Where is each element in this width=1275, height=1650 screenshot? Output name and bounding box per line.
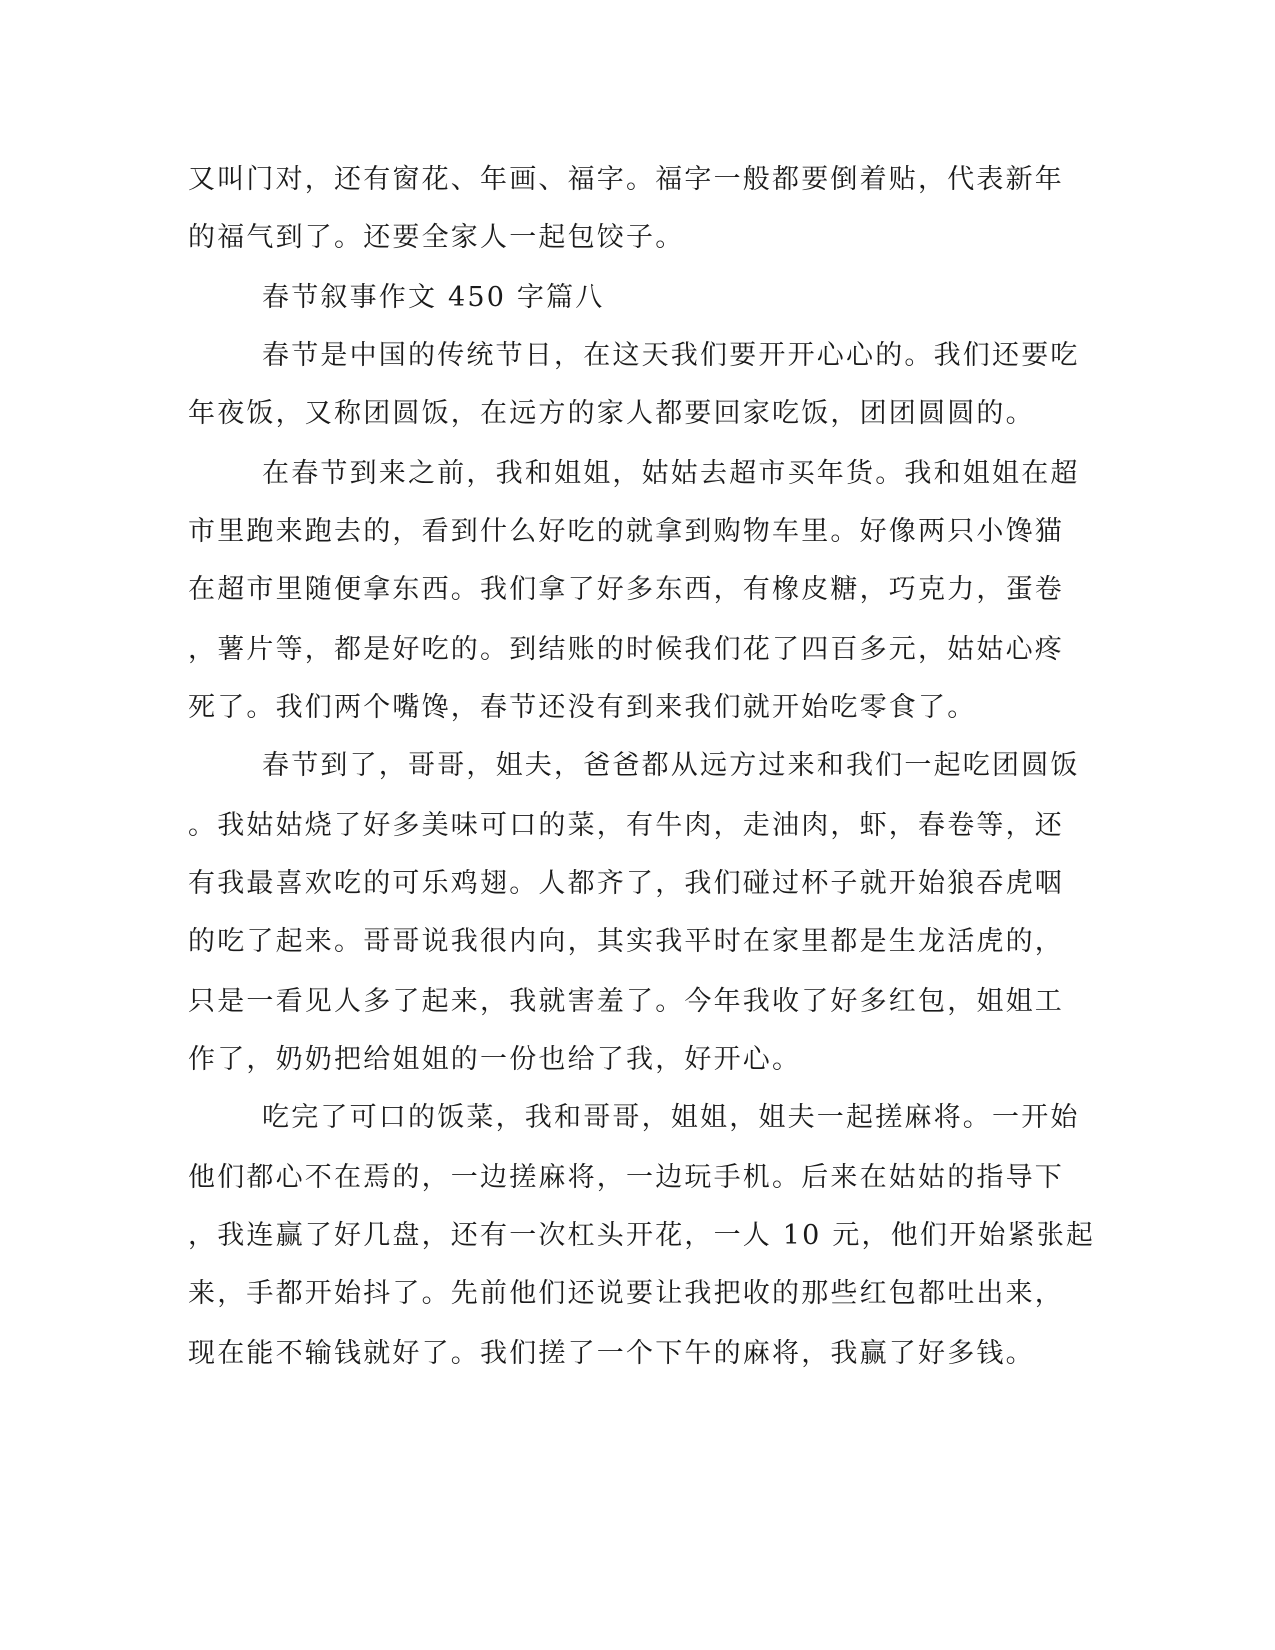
text-line: 年夜饭，又称团圆饭，在远方的家人都要回家吃饭，团团圆圆的。 (188, 398, 1035, 429)
section-heading: 春节叙事作文 450 字篇八 (262, 282, 605, 313)
text-line: 作了，奶奶把给姐姐的一份也给了我，好开心。 (188, 1044, 802, 1075)
text-line: 的吃了起来。哥哥说我很内向，其实我平时在家里都是生龙活虎的， (188, 926, 1064, 957)
text-line: 现在能不输钱就好了。我们搓了一个下午的麻将，我赢了好多钱。 (188, 1338, 1035, 1369)
paragraph-first-line: 在春节到来之前，我和姐姐，姑姑去超市买年货。我和姐姐在超 (262, 458, 1080, 489)
text-line: 。我姑姑烧了好多美味可口的菜，有牛肉，走油肉，虾，春卷等，还 (188, 810, 1064, 841)
paragraph-first-line: 吃完了可口的饭菜，我和哥哥，姐姐，姐夫一起搓麻将。一开始 (262, 1102, 1080, 1133)
text-line: ，我连赢了好几盘，还有一次杠头开花，一人 10 元，他们开始紧张起 (188, 1220, 1096, 1251)
text-line: 在超市里随便拿东西。我们拿了好多东西，有橡皮糖，巧克力，蛋卷 (188, 574, 1064, 605)
paragraph-first-line: 春节到了，哥哥，姐夫，爸爸都从远方过来和我们一起吃团圆饭 (262, 750, 1080, 781)
paragraph-first-line: 春节是中国的传统节日，在这天我们要开开心心的。我们还要吃 (262, 340, 1080, 371)
text-line: 的福气到了。还要全家人一起包饺子。 (188, 222, 685, 253)
text-line: 死了。我们两个嘴馋，春节还没有到来我们就开始吃零食了。 (188, 692, 977, 723)
text-line: 他们都心不在焉的，一边搓麻将，一边玩手机。后来在姑姑的指导下 (188, 1162, 1064, 1193)
text-line: 有我最喜欢吃的可乐鸡翅。人都齐了，我们碰过杯子就开始狼吞虎咽 (188, 868, 1064, 899)
text-line: 又叫门对，还有窗花、年画、福字。福字一般都要倒着贴，代表新年 (188, 164, 1064, 195)
text-line: ，薯片等，都是好吃的。到结账的时候我们花了四百多元，姑姑心疼 (188, 634, 1064, 665)
text-line: 只是一看见人多了起来，我就害羞了。今年我收了好多红包，姐姐工 (188, 986, 1064, 1017)
text-line: 来，手都开始抖了。先前他们还说要让我把收的那些红包都吐出来， (188, 1278, 1064, 1309)
text-line: 市里跑来跑去的，看到什么好吃的就拿到购物车里。好像两只小馋猫 (188, 516, 1064, 547)
